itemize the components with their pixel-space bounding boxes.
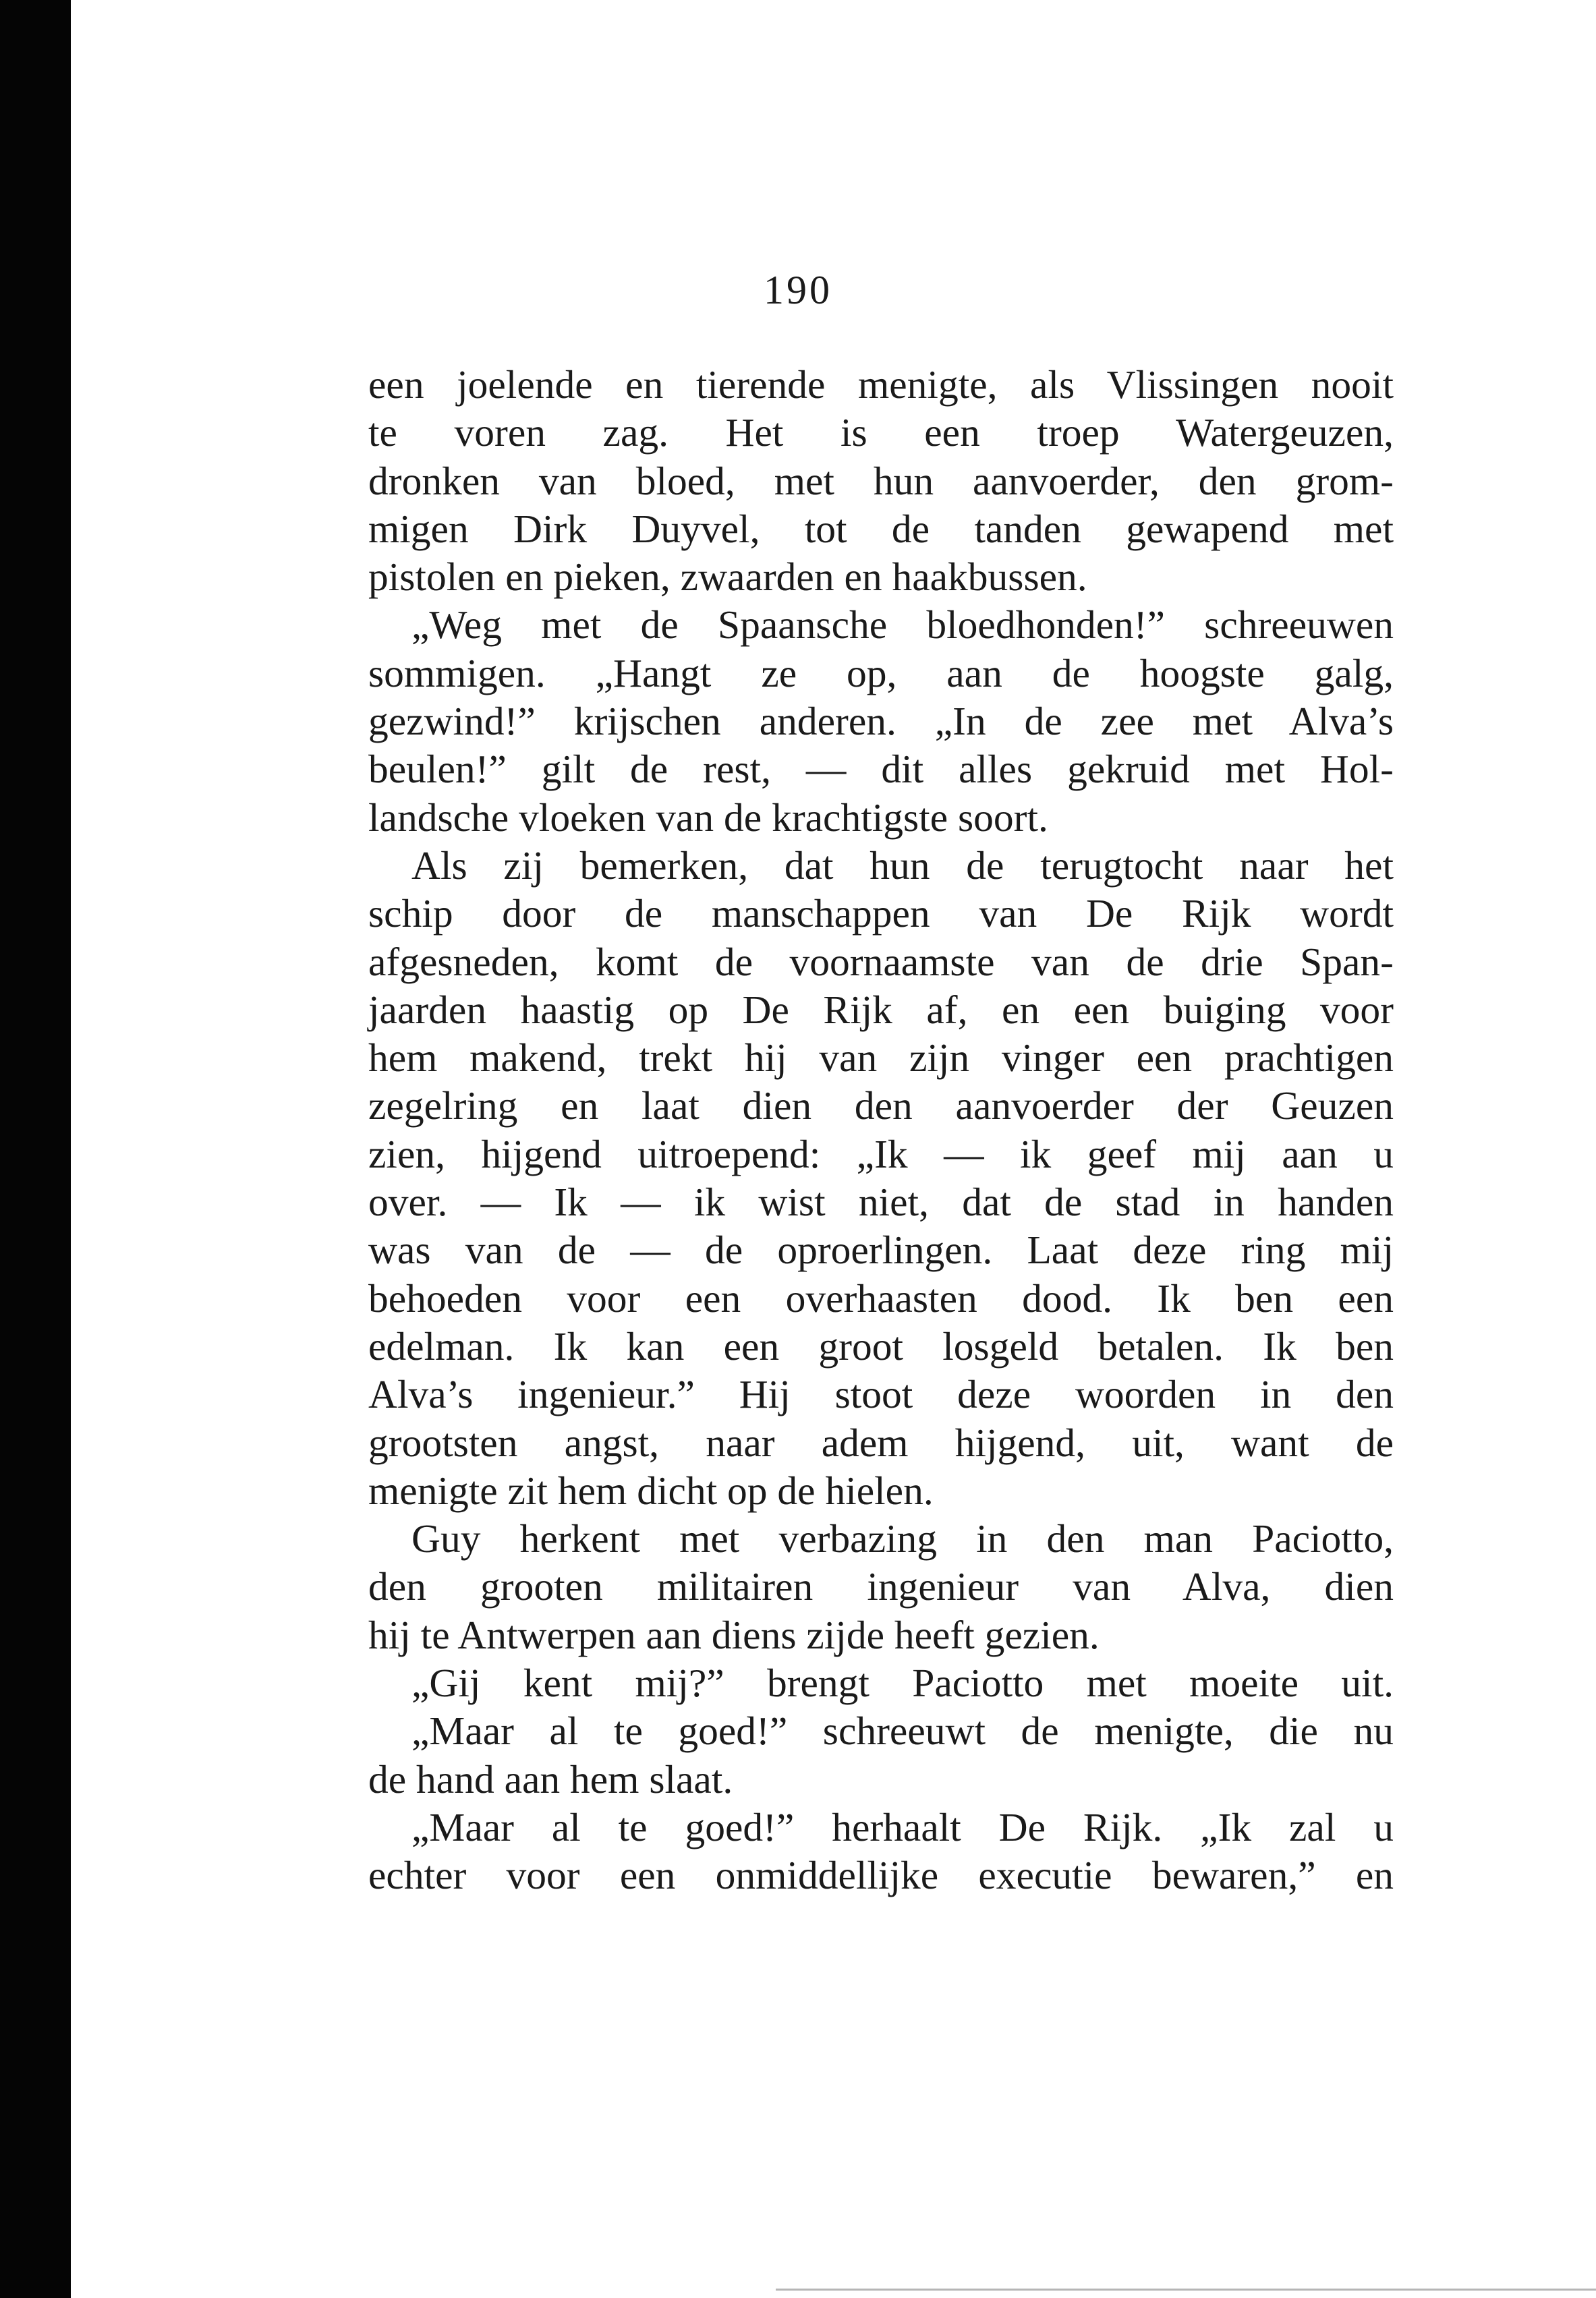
text-line: „Maar al te goed!” schreeuwt de menigte, die nu (411, 1708, 1394, 1754)
text-line: over. — Ik — ik wist niet, dat de stad in handen (368, 1180, 1394, 1225)
text-line: grootsten angst, naar adem hijgend, uit, want de (368, 1420, 1394, 1465)
text-line: „Gij kent mij?” brengt Paciotto met moeite uit. (411, 1661, 1394, 1706)
page-number: 190 (764, 268, 832, 312)
text-line: sommigen. „Hangt ze op, aan de hoogste galg, (368, 650, 1394, 695)
text-line: afgesneden, komt de voornaamste van de drie Span- (368, 939, 1394, 984)
text-line: migen Dirk Duyvel, tot de tanden gewapend met (368, 506, 1394, 551)
text-line: hem makend, trekt hij van zijn vinger een prachtigen (368, 1035, 1394, 1081)
text-line: den grooten militairen ingenieur van Alva, dien (368, 1564, 1394, 1609)
text-line: „Weg met de Spaansche bloedhonden!” schreeuwen (411, 602, 1394, 648)
text-line: was van de — de oproerlingen. Laat deze ring mij (368, 1228, 1394, 1273)
text-line: Alva’s ingenieur.” Hij stoot deze woorden in den (368, 1372, 1394, 1417)
text-line: menigte zit hem dicht op de hielen. (368, 1468, 934, 1513)
text-line: „Maar al te goed!” herhaalt De Rijk. „Ik zal u (411, 1804, 1394, 1849)
text-line: pistolen en pieken, zwaarden en haakbussen. (368, 554, 1087, 600)
scan-edge (0, 0, 71, 2298)
text-line: Guy herkent met verbazing in den man Paciotto, (411, 1516, 1394, 1561)
text-line: zegelring en laat dien den aanvoerder der Geuzen (368, 1083, 1394, 1128)
text-line: Als zij bemerken, dat hun de terugtocht naar het (411, 842, 1394, 888)
text-line: hij te Antwerpen aan diens zijde heeft gezien. (368, 1612, 1100, 1657)
text-line: gezwind!” krijschen anderen. „In de zee met Alva’s (368, 699, 1394, 744)
text-line: jaarden haastig op De Rijk af, en een buiging voor (368, 987, 1394, 1032)
body-text (368, 361, 1394, 1900)
scan-bottom-edge (776, 2289, 1596, 2291)
text-line: schip door de manschappen van De Rijk wordt (368, 891, 1394, 936)
text-line: de hand aan hem slaat. (368, 1756, 733, 1802)
text-line: beulen!” gilt de rest, — dit alles gekruid met Hol- (368, 747, 1394, 792)
text-line: te voren zag. Het is een troep Watergeuzen, (368, 410, 1394, 455)
text-line: edelman. Ik kan een groot losgeld betalen. Ik ben (368, 1323, 1394, 1369)
text-line: zien, hijgend uitroepend: „Ik — ik geef mij aan u (368, 1131, 1394, 1176)
text-line: dronken van bloed, met hun aanvoerder, den grom- (368, 458, 1394, 503)
text-line: een joelende en tierende menigte, als Vlissingen nooit (368, 362, 1394, 407)
text-line: behoeden voor een overhaasten dood. Ik ben een (368, 1275, 1394, 1321)
text-line: echter voor een onmiddellijke executie bewaren,” en (368, 1853, 1394, 1898)
text-line: landsche vloeken van de krachtigste soort. (368, 795, 1048, 840)
